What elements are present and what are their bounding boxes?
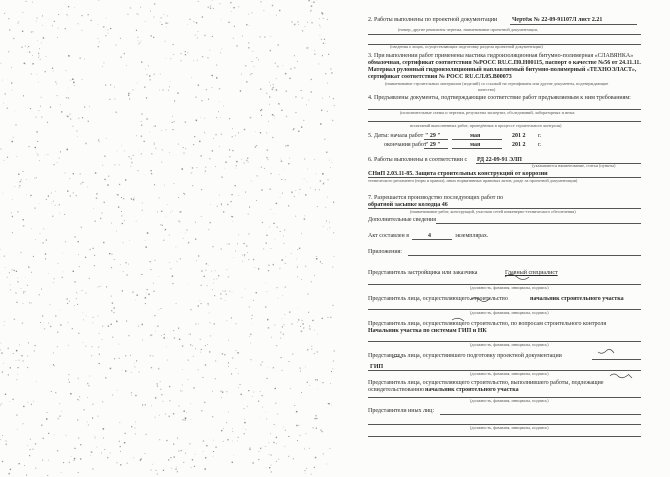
item5-start-day: " 29 "	[425, 133, 441, 139]
sig3-caption: (должность, фамилия, инициалы, подпись)	[470, 342, 549, 347]
item4-caption1: (исполнительные схемы и чертежи, результаты экспертиз, обследований, лабораторных и иных	[400, 110, 575, 115]
item5-end-label: окончания работ	[384, 142, 427, 148]
sig5-caption: (должность, фамилия, инициалы, подпись)	[470, 398, 549, 403]
item6-lead: 6. Работы выполнены в соответствии с	[368, 157, 468, 163]
item5-end-year: 201 2	[512, 142, 526, 148]
copies-suffix: экземплярах.	[455, 233, 489, 239]
item2-drawing: Чертёж № 22-09-91107Л лист 2.21	[512, 17, 603, 23]
item5-end-day: " 29 "	[425, 142, 441, 148]
item5-label: 5. Даты: начала работ	[368, 133, 424, 139]
item6-ref: РД 22-09-91 ЭЛП	[477, 157, 522, 163]
sig5-text: Представитель лица, осуществляющего строительство, выполнившего работы, подлежащие	[368, 380, 604, 386]
item4-lead: 4. Предъявлены документы, подтверждающие соответствие работ предъявляемым к ним требованиям:	[368, 95, 631, 101]
sig5-value: начальник строительного участка	[425, 387, 519, 393]
item3-line3: Материал рулонный гидроизоляционный наплавляемый битумно-полимерный «ТЕХНОЭЛАСТ»,	[368, 67, 637, 73]
sig3-value: Начальник участка по системам ГИП и НК	[368, 328, 487, 334]
item3-caption2: качество)	[478, 87, 496, 92]
item7-caption: (наименование работ, конструкций, участков сетей инженерно-технического обеспечения)	[410, 209, 576, 214]
sig6-caption: (должность, фамилия, инициалы, подпись)	[470, 425, 549, 430]
item3-line1: 3. При выполнении работ применены мастика гидроизоляционная битумно-полимерная «СЛАВЯНКА»	[368, 53, 634, 59]
item4-caption2: испытаний выполненных работ, проведённых в процессе строительного контроля)	[410, 123, 562, 128]
sig3-text: Представитель лица, осуществляющего строительство, по вопросам строительного контроля	[368, 321, 607, 327]
item3-caption1: (наименование строительных материалов (изделий) со ссылкой на сертификаты или другие документы, подтверждающие	[385, 81, 609, 86]
sig4-text: Представитель лица, осуществившего подготовку проектной документации	[368, 353, 562, 359]
item3-line4: сертификат соответствия № РОСС RU.СЛ.05.В00073	[368, 74, 512, 80]
item7-lead: 7. Разрешается производство последующих работ по	[368, 195, 504, 201]
attachments-label: Приложения:	[368, 249, 402, 255]
item2-lead: 2. Работы выполнены по проектной документации	[368, 17, 498, 23]
item7-works: обратной засыпке колодца 46	[368, 202, 448, 208]
item5-end-month: мая	[470, 142, 481, 148]
sig1-caption: (должность, фамилия, инициалы, подпись)	[470, 285, 549, 290]
item6-snip: СНиП 2.03.11-85. Защита строительных конструкций от коррозии	[368, 171, 548, 177]
item2-caption1: (номер, другие реквизиты чертежа, наименование проектной документации,	[398, 27, 538, 32]
item6-caption: технического регламента (норм и правил), иных нормативных правовых актов, разде ла проектной документации)	[368, 178, 578, 183]
sig1-value: Главный специалист	[505, 270, 558, 276]
sig6-text: Представители иных лиц:	[368, 408, 435, 414]
item7-extra-label: Дополнительные сведения	[368, 217, 437, 223]
sig2-value: начальник строительного участка	[530, 296, 624, 302]
copies-label: Акт составлен в	[368, 233, 410, 239]
item6-caption-right: (указываются наименование, статьи (пункты)	[532, 163, 616, 168]
sig1-text: Представитель застройщика или заказчика	[368, 270, 478, 276]
sig4-value: ГИП	[370, 364, 384, 370]
sig2-caption: (должность, фамилия, инициалы, подпись)	[470, 310, 549, 315]
sig4-caption: (должность, фамилия, инициалы, подпись)	[470, 371, 549, 376]
item5-start-year: 201 2	[512, 133, 526, 139]
sig2-text: Представитель лица, осуществляющего строительство	[368, 296, 508, 302]
item5-year-suffix: г.	[538, 133, 542, 139]
item5-start-month: мая	[470, 133, 481, 139]
item3-line2: обмазочная, сертификат соответствия №РОСС RU.C.П0.Н00115, паспорт о качестве №56 от 24.11.11.	[368, 60, 641, 66]
item2-caption2: (сведения о лицах, осуществляющих подготовку раздела проектной документации)	[390, 44, 543, 49]
sig5-text2: освидетельствованию	[368, 387, 424, 393]
copies-count: 4	[428, 233, 431, 239]
item5-end-year-suffix: г.	[538, 142, 542, 148]
